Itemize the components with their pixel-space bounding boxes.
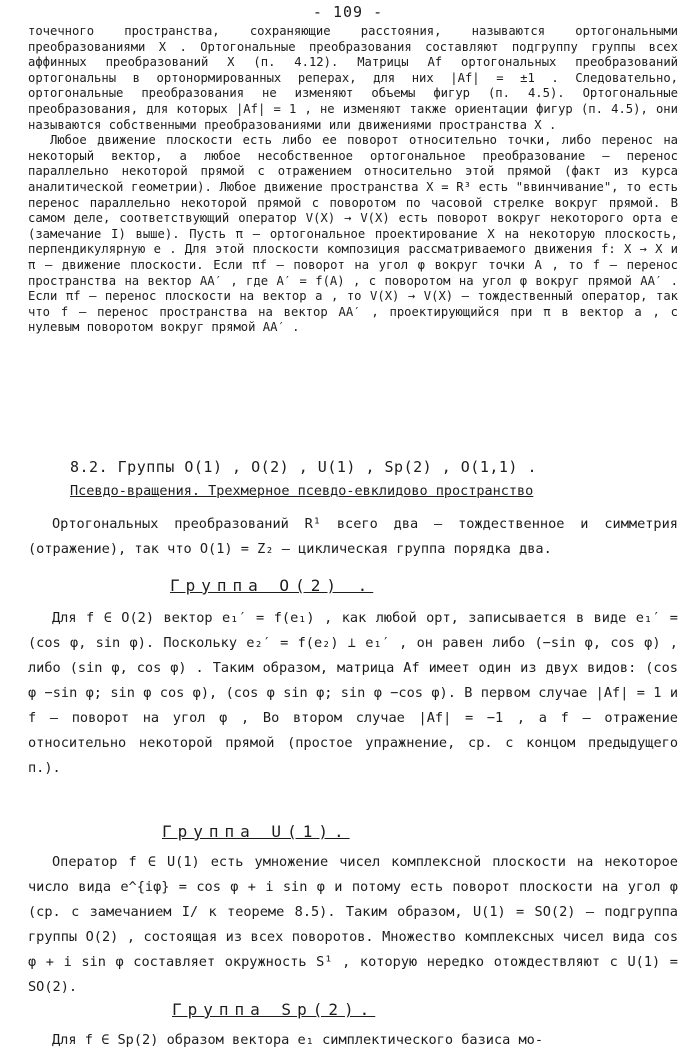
paragraph-group-o1: Ортогональных преобразований R¹ всего два – тождественное и симметрия (отражение), так что O(1) = Z₂ – циклическая группа порядка два. <box>28 516 678 557</box>
section-heading: 8.2. Группы O(1) , O(2) , U(1) , Sp(2) , O(1,1) . <box>70 458 538 476</box>
paragraph-group-u1: Оператор f ∈ U(1) есть умножение чисел комплексной плоскости на некоторое число вида e^{iφ} = cos φ + i sin φ и потому есть поворот плоскости на угол φ (ср. с замечанием I/ к теореме 8.5). Таким образом, U(1) = SO(2) – подгруппа группы O(2) , состоящая из всех поворотов. Множество комплексных чисел вида cos φ + i sin φ составляет окружность S¹ , которую нередко отождествляют с U(1) = SO(2). <box>28 854 678 995</box>
upper-text-block <box>28 24 678 336</box>
subheading-group-o2: Группа O(2) . <box>170 576 374 595</box>
paragraph-group-sp2-block <box>28 1028 678 1053</box>
paragraph-group-o1-block <box>28 512 678 562</box>
paragraph-orthogonal-transformations: точечного пространства, сохраняющие расстояния, называются ортогональными преобразованиями X . Ортогональные преобразования составляют подгруппу группы всех аффинных преобразований X (п. 4.12). Матрицы Af ортогональных преобразований ортогональны в ортонормированных реперах, для них |Af| = ±1 . Следовательно, ортогональные преобразования не изменяют объемы фигур (п. 4.5). Ортогональные преобразования, для которых |Af| = 1 , не изменяют также ориентации фигур (п. 4.5), они называются собственными преобразованиями или движениями пространства X . <box>28 24 678 132</box>
paragraph-group-o2: Для f ∈ O(2) вектор e₁′ = f(e₁) , как любой орт, записывается в виде e₁′ = (cos φ, sin φ). Поскольку e₂′ = f(e₂) ⊥ e₁′ , он равен либо (−sin φ, cos φ) , либо (sin φ, cos φ) . Таким образом, матрица Af имеет один из двух видов: (cos φ −sin φ; sin φ cos φ), (cos φ sin φ; sin φ −cos φ). В первом случае |Af| = 1 и f – поворот на угол φ , Во втором случае |Af| = −1 , а f – отражение относительно некоторой прямой (простое упражнение, ср. с концом предыдущего п.). <box>28 610 678 776</box>
section-subheading: Псевдо-вращения. Трехмерное псевдо-евклидово пространство <box>70 483 534 499</box>
paragraph-group-sp2: Для f ∈ Sp(2) образом вектора e₁ симплектического базиса мо- <box>52 1032 544 1048</box>
paragraph-group-u1-block <box>28 850 678 1000</box>
paragraph-group-o2-block <box>28 606 678 781</box>
subheading-group-u1: Группа U(1). <box>162 822 350 841</box>
paragraph-motions-of-plane-and-space: Любое движение плоскости есть либо ее поворот относительно точки, либо перенос на некоторый вектор, а любое несобственное ортогональное преобразование – перенос параллельно некоторой прямой с отражением относительно этой прямой (факт из курса аналитической геометрии). Любое движение пространства X = R³ есть "ввинчивание", то есть перенос параллельно некоторой прямой с поворотом по часовой стрелке вокруг прямой. В самом деле, соответствующий оператор V(X) → V(X) есть поворот вокруг некоторого орта e (замечание I) выше). Пусть π – ортогональное проектирование X на некоторую плоскость, перпендикулярную e . Для этой плоскости композиция рассматриваемого движения f: X → X и π – движение плоскости. Если πf – поворот на угол φ вокруг точки A , то f – перенос пространства на вектор AA′ , где A′ = f(A) , с поворотом на угол φ вокруг прямой AA′ . Если πf – перенос плоскости на вектор a , то V(X) → V(X) – тождественный оператор, так что f – перенос пространства на вектор AA′ , проектирующийся при π в вектор a , с нулевым поворотом вокруг прямой AA′ . <box>28 133 678 335</box>
subheading-group-sp2: Группа Sp(2). <box>172 1000 376 1019</box>
page-number: - 109 - <box>312 3 384 21</box>
